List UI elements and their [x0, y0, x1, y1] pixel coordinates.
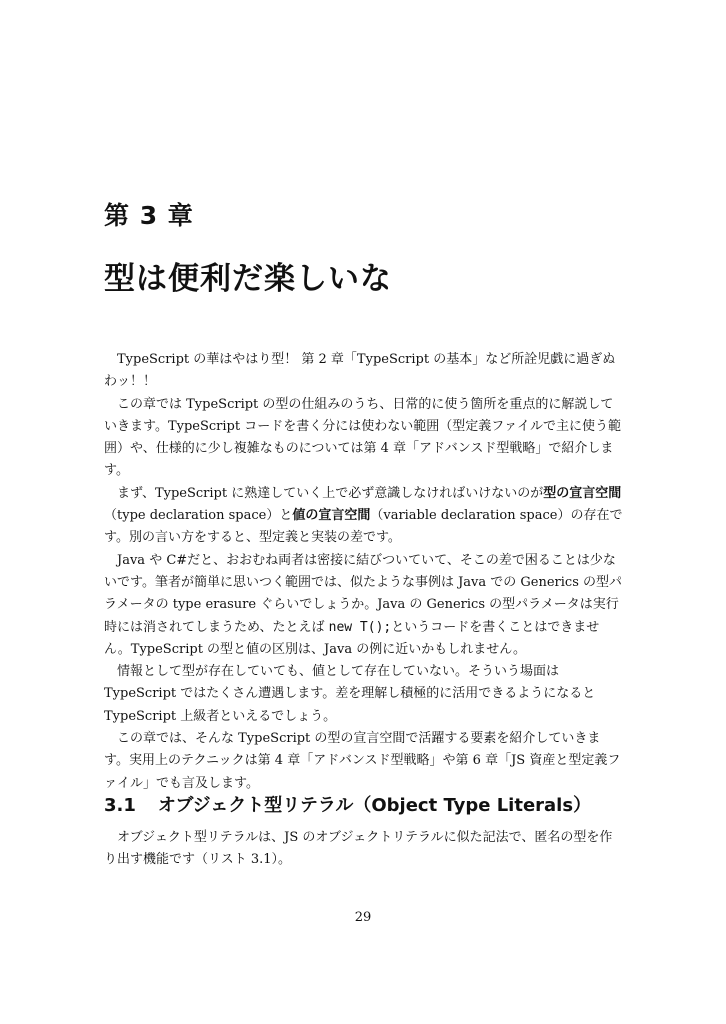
section-paragraph-1: オブジェクト型リテラルは、JS のオブジェクトリテラルに似た記法で、匿名の型を作り出す機能です（リスト 3.1）。 [104, 830, 613, 868]
paragraph-6: この章では、そんな TypeScript の型の宣言空間で活躍する要素を紹介していきます。実用上のテクニックは第 4 章「アドバンスド型戦略」や第 6 章「JS 資産と型定義ファイル」でも言及します。 [104, 731, 621, 791]
paragraph-3-text-a: まず、TypeScript に熟達していく上で必ず意識しなければいけないのが [117, 485, 544, 501]
term-type-declaration-space: 型の宣言空間 [543, 485, 622, 501]
chapter-label: 第 3 章 [104, 201, 194, 230]
term-value-declaration-space: 値の宣言空間 [292, 508, 371, 524]
section-heading [104, 791, 591, 817]
paragraph-4 [104, 550, 624, 661]
inline-code-new-t: new T(); [328, 619, 392, 635]
section-title: オブジェクト型リテラル（Object Type Literals） [157, 795, 592, 816]
paragraph-3-text-b: （type declaration space）と [104, 508, 293, 524]
paragraph-4-text-b: というコードを書くことはできません。TypeScript の型と値の区別は、Java の例に近いかもしれません。 [104, 619, 600, 657]
paragraph-1: TypeScript の華はやはり型！ 第 2 章「TypeScript の基本」など所詮児戯に過ぎぬわッ！！ [104, 352, 616, 390]
chapter-intro [104, 349, 624, 795]
section-number: 3.1 [104, 795, 136, 816]
paragraph-5: 情報として型が存在していても、値として存在していない。そういう場面は TypeScript ではたくさん遭遇します。差を理解し積極的に活用できるようになると TypeScript 上級者といえるでしょう。 [104, 664, 596, 724]
chapter-title: 型は便利だ楽しいな [104, 261, 392, 297]
paragraph-3-text-c: （variable declaration space）の存在です。別の言い方をすると、型定義と実装の差です。 [104, 508, 623, 546]
paragraph-4-text-a: Java や C#だと、おおむね両者は密接に結びついていて、そこの差で困ることは少ないです。筆者が簡単に思いつく範囲では、似たような事例は Java での Generics の型パラメータの type erasure ぐらいでしょうか。Java の Generics の型パラメータは実行時には消されてしまうため、たとえば [104, 552, 623, 635]
page-number: 29 [354, 910, 372, 925]
section-body [104, 827, 624, 872]
paragraph-2: この章では TypeScript の型の仕組みのうち、日常的に使う箇所を重点的に解説していきます。TypeScript コードを書く分には使わない範囲（型定義ファイルで主に使う範囲）や、仕様的に少し複雑なものについては第 4 章「アドバンスド型戦略」で紹介します。 [104, 396, 621, 479]
paragraph-3 [104, 483, 624, 550]
